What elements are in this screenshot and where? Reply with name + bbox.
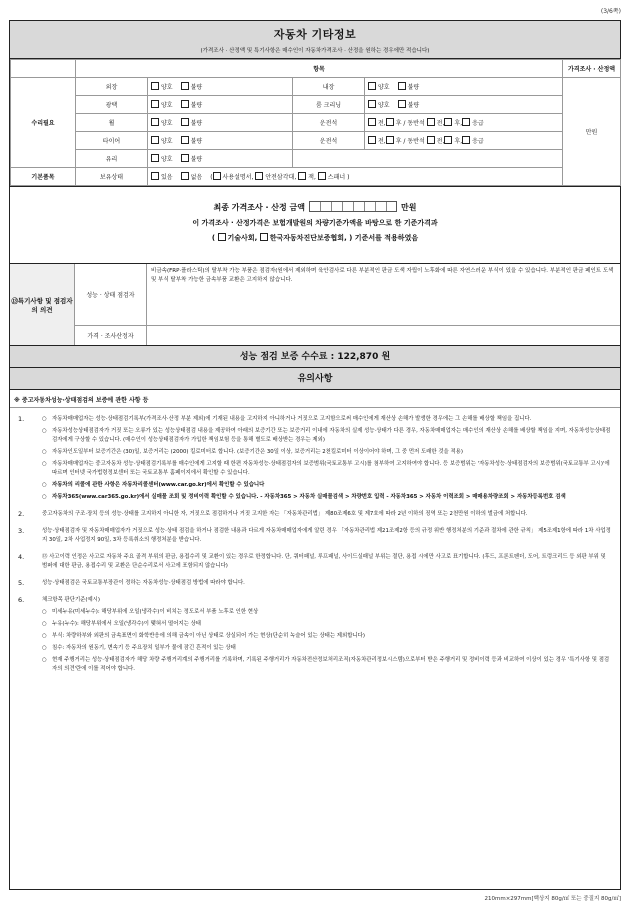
note-text: 부식: 차량하부와 외판의 금속표면이 화학반응에 의해 금속이 아닌 상태로 상실되어 가는 현상(단순히 녹슬어 있는 상태는 제외합니다) bbox=[52, 633, 365, 639]
checkbox[interactable] bbox=[181, 136, 189, 144]
note-paragraph bbox=[42, 596, 612, 605]
row-name: 룸 크리닝 bbox=[293, 96, 365, 114]
checkbox[interactable] bbox=[181, 82, 189, 90]
bullet-icon: ○ bbox=[42, 428, 47, 434]
table-header-row bbox=[11, 60, 621, 78]
note-number: 1. bbox=[18, 415, 25, 423]
checkbox[interactable] bbox=[151, 100, 159, 108]
list-item bbox=[18, 553, 612, 574]
row-name: 보유상태 bbox=[76, 168, 148, 186]
checkbox[interactable] bbox=[368, 136, 376, 144]
table-row: 광택 양호 불량 룸 크리닝 양호 불량 bbox=[11, 96, 621, 114]
checkbox[interactable] bbox=[427, 118, 435, 126]
checkbox[interactable] bbox=[255, 172, 263, 180]
note-paragraph bbox=[42, 553, 612, 571]
row-name: 운전석 bbox=[293, 132, 365, 150]
bullet-icon: ○ bbox=[42, 494, 47, 500]
form-subtitle: (가격조사 · 산정액 및 특기사항은 매수인이 자동차가격조사 · 산정을 원하는 경우에만 적습니다) bbox=[200, 48, 430, 54]
list-item bbox=[18, 415, 612, 505]
table-row: 기본품목 보유상태 있음 없음 ( 사용설명서, 안전삼각대, 잭, 스패너 ) bbox=[11, 168, 621, 186]
checkbox[interactable] bbox=[386, 118, 394, 126]
form-title: 자동차 기타정보 bbox=[273, 28, 357, 41]
bullet-icon: ○ bbox=[42, 621, 47, 627]
list-item bbox=[18, 527, 612, 548]
row-name: 내장 bbox=[293, 78, 365, 96]
bullet-icon: ○ bbox=[42, 645, 47, 651]
note-number: 4. bbox=[18, 553, 25, 561]
bullet-icon: ○ bbox=[42, 482, 47, 488]
notice-subtitle: ※ 중고자동차성능·상태점검의 보증에 관한 사항 등 bbox=[10, 390, 620, 408]
checkbox[interactable] bbox=[151, 136, 159, 144]
note-text: 현재 주행거리는 성능·상태점검자가 해당 차량 주행거리계의 주행거리를 기록하며, 기록된 주행거리가 자동차전산정보처리조직(자동차관리정보시스템)으로부터 받은 주행거리 및 정비이력 등과 비교하여 이상이 있는 경우 '특기사항 및 점검자의 의견'란에 이를 적어야 합니다. bbox=[52, 657, 610, 672]
checkbox[interactable] bbox=[181, 172, 189, 180]
price-value: 만원 bbox=[563, 78, 621, 186]
checkbox[interactable] bbox=[181, 100, 189, 108]
note-paragraph bbox=[42, 460, 612, 478]
checkbox[interactable] bbox=[398, 100, 406, 108]
warranty-fee: 성능 점검 보증 수수료 : 122,870 원 bbox=[10, 346, 620, 368]
row-name: 타이어 bbox=[76, 132, 148, 150]
header-item: 항목 bbox=[76, 60, 563, 78]
note-text: 자동차매매업자는 중고자동차 성능·상태점검기록부를 매수인에게 고지할 때 한편 자동차성능·상태점검자의 보증범위(국토교통부 고시)를 첨부하여 고지하여야 합니다. 등 보증범위는 '자동차성능·상태점검자의 보증범위(국토교통부 고시)'에 따르며 인터넷 국가법령정보센터 또는 국토교통부 홈페이지에서 확인할 수 있습니다. bbox=[52, 461, 610, 476]
table-row: 휠 양호 불량 운전석 전, 후 / 동반석 전, 후, 응급 bbox=[11, 114, 621, 132]
list-item bbox=[18, 579, 612, 591]
checkbox[interactable] bbox=[368, 118, 376, 126]
checkbox[interactable] bbox=[368, 100, 376, 108]
checkbox[interactable] bbox=[368, 82, 376, 90]
checkbox[interactable] bbox=[444, 136, 452, 144]
table-row: 유리 양호 불량 bbox=[11, 150, 621, 168]
note-text: 성능·상태점검은 국토교통부장관이 정하는 자동차성능·상태점검 방법에 따라야 합니다. bbox=[42, 580, 245, 586]
note-paragraph bbox=[42, 448, 612, 457]
checkbox[interactable] bbox=[462, 136, 470, 144]
bullet-icon: ○ bbox=[42, 633, 47, 639]
bullet-icon: ○ bbox=[42, 461, 47, 467]
checkbox[interactable] bbox=[151, 118, 159, 126]
row-name: 광택 bbox=[76, 96, 148, 114]
checkbox[interactable] bbox=[462, 118, 470, 126]
note-paragraph bbox=[42, 527, 612, 545]
form-frame bbox=[9, 20, 621, 890]
note-text: ⑬ 사고이력 인정은 사고로 자동차 주요 골격 부위의 판금, 용접수리 및 교환이 있는 경우로 한정합니다. 단, 쿼터패널, 루프패널, 사이드실패널 부위는 절단, 용접 시에만 사고로 표기합니다. (후드, 프론트펜더, 도어, 트렁크리드 등 외판 부위 및 범퍼에 대한 판금, 용접수리 및 교환은 단순수리로서 사고에 포함되지 않습니다) bbox=[42, 554, 606, 569]
row-name: 휠 bbox=[76, 114, 148, 132]
note-paragraph bbox=[42, 427, 612, 445]
paper-spec: 210mm×297mm[백상지 80g/㎡ 또는 중질지 80g/㎡] bbox=[484, 896, 621, 902]
inspector-opinion: 비금속(FRP·플라스틱)의 탈부착 가능 부품은 점검자(원에서 제외하며 육안검사로 다른 부분적인 판금 도색 자립이 노후화에 따른 자연스러운 부식이 있을 수 있습니다. 부분적인 판금 페인트 도색 및 부식 탈부착 가능한 금속부품 교환은 고지하지 않습니다. bbox=[151, 268, 614, 283]
note-paragraph bbox=[42, 493, 612, 502]
opinion-title: ⑬특기사항 및 점검자의 의견 bbox=[10, 264, 75, 345]
note-text: 자동차365(www.car365.go.kr)에서 실매물 조회 및 정비이력 확인할 수 있습니다. - 자동차365 > 자동차 실매물검색 > 차량번호 입력 - 자동차365 > 자동차 이력조회 > 매매용차량조회 > 자동차등록번호 검색 bbox=[52, 494, 566, 500]
list-item bbox=[18, 596, 612, 677]
bullet-icon: ○ bbox=[42, 449, 47, 455]
checkbox[interactable] bbox=[318, 172, 326, 180]
note-paragraph bbox=[42, 579, 612, 588]
note-text: 자동차인도일부터 보증기간은 (30)일, 보증거리는 (2000) 킬로미터로 합니다. (보증기간은 30일 이상, 보증거리는 2천킬로미터 이상이어야 하며, 그 중 먼저 도래한 것을 적용) bbox=[52, 449, 463, 455]
form-header bbox=[10, 21, 620, 59]
row-name: 운전석 bbox=[293, 114, 365, 132]
checkbox[interactable] bbox=[181, 154, 189, 162]
amount-input[interactable] bbox=[309, 201, 397, 212]
inspection-table bbox=[10, 59, 621, 186]
note-paragraph bbox=[42, 481, 612, 490]
bullet-icon: ○ bbox=[42, 416, 47, 422]
checkbox[interactable] bbox=[444, 118, 452, 126]
checkbox[interactable] bbox=[181, 118, 189, 126]
note-paragraph bbox=[42, 644, 612, 653]
table-row: 타이어 양호 불량 운전석 전, 후 / 동반석 전, 후, 응급 bbox=[11, 132, 621, 150]
price-assessor-label: 가격 · 조사산정자 bbox=[75, 326, 147, 345]
checkbox[interactable] bbox=[386, 136, 394, 144]
note-paragraph bbox=[42, 510, 612, 519]
final-price-section: 최종 가격조사 · 산정 금액 만원 이 가격조사 · 산정가격은 보험개발원의 차량기준가액을 바탕으로 한 기준가격과 ( 기술사회, 한국자동차진단보증협회, ) 기준서를 적용하였음 bbox=[10, 186, 620, 264]
note-text: 체크항목 판단기준(예시) bbox=[42, 597, 100, 603]
repair-category: 수리필요 bbox=[11, 78, 76, 168]
checkbox[interactable] bbox=[151, 82, 159, 90]
page-number: (3/6쪽) bbox=[600, 8, 621, 15]
table-row: 수리필요 외장 양호 불량 내장 양호 불량 만원 bbox=[11, 78, 621, 96]
notes-list bbox=[10, 408, 620, 679]
checkbox[interactable] bbox=[213, 172, 221, 180]
note-text: 미세누유(미세누수): 해당부위에 오일(냉각수)이 비치는 정도로서 부품 노후로 인한 현상 bbox=[52, 609, 259, 615]
row-name: 외장 bbox=[76, 78, 148, 96]
note-text: 자동차의 리콜에 관한 사항은 자동차리콜센터(www.car.go.kr)에서 확인할 수 있습니다 bbox=[52, 482, 265, 488]
opinion-section bbox=[10, 264, 620, 346]
header-price: 가격조사 · 산정액 bbox=[563, 60, 621, 78]
checkbox[interactable] bbox=[151, 154, 159, 162]
bullet-icon: ○ bbox=[42, 609, 47, 615]
checkbox[interactable] bbox=[427, 136, 435, 144]
note-paragraph bbox=[42, 620, 612, 629]
notice-title: 유의사항 bbox=[10, 368, 620, 390]
row-name: 유리 bbox=[76, 150, 148, 168]
checkbox[interactable] bbox=[260, 233, 268, 241]
inspector-label: 성능 · 상태 점검자 bbox=[75, 264, 147, 325]
checkbox[interactable] bbox=[151, 172, 159, 180]
note-paragraph bbox=[42, 632, 612, 641]
note-text: 자동차매매업자는 성능·상태점검기록부(가격조사·산정 부분 제외)에 기재된 내용을 고지하지 아니하거나 거짓으로 고지함으로써 매수인에게 재산상 손해가 발생한 경우에는 그 손해를 배상할 책임을 집니다. bbox=[52, 416, 532, 422]
bullet-icon: ○ bbox=[42, 657, 47, 663]
note-text: 누유(누수): 해당부위에서 오일(냉각수)이 맺혀서 떨어지는 상태 bbox=[52, 621, 201, 627]
note-number: 6. bbox=[18, 596, 25, 604]
note-text: 중고자동차의 구조·장치 등의 성능·상태를 고지하지 아니한 자, 거짓으로 점검하거나 거짓 고지한 자는 「자동차관리법」 제80조제6호 및 제7호에 따라 2년 이하의 징역 또는 2천만원 이하의 벌금에 처합니다. bbox=[42, 511, 528, 517]
checkbox[interactable] bbox=[298, 172, 306, 180]
checkbox[interactable] bbox=[398, 82, 406, 90]
note-text: 자동차성능상태점검자가 거짓 또는 오류가 있는 성능상태점검 내용을 제공하여 아래의 보증기간 또는 보증거리 이내에 자동차의 실제 성능·상태가 다른 경우, 자동차매매업자는 매수인의 재산상 손해를 배상할 책임을 지며, 자동차성능상태점검자에게 구상할 수 있습니다. (매수인이 성능상태점검자가 가입한 책임보험 등을 통해 별도로 배상받는 경우는 제외) bbox=[52, 428, 611, 443]
note-paragraph bbox=[42, 608, 612, 617]
checkbox[interactable] bbox=[218, 233, 226, 241]
note-number: 2. bbox=[18, 510, 25, 518]
list-item bbox=[18, 510, 612, 522]
note-paragraph bbox=[42, 415, 612, 424]
basic-category: 기본품목 bbox=[11, 168, 76, 186]
note-paragraph bbox=[42, 656, 612, 674]
note-text: 침수: 자동차의 원동기, 변속기 등 주요장치 일부가 물에 잠긴 흔적이 있는 상태 bbox=[52, 645, 236, 651]
note-number: 3. bbox=[18, 527, 25, 535]
price-assessor-opinion[interactable] bbox=[147, 326, 620, 345]
note-text: 성능·상태점검자 및 자동차매매업자가 거짓으로 성능·상태 점검을 하거나 점검한 내용과 다르게 자동차매매업자에게 알린 경우 「자동차관리법 제21조제2항 등의 규정 위반 행정처분의 기준과 절차에 관한 규칙」 제5조제1항에 따라 1차 사업정지 30일, 2차 사업정지 90일, 3차 등록취소의 행정처분을 받습니다. bbox=[42, 528, 611, 543]
note-number: 5. bbox=[18, 579, 25, 587]
